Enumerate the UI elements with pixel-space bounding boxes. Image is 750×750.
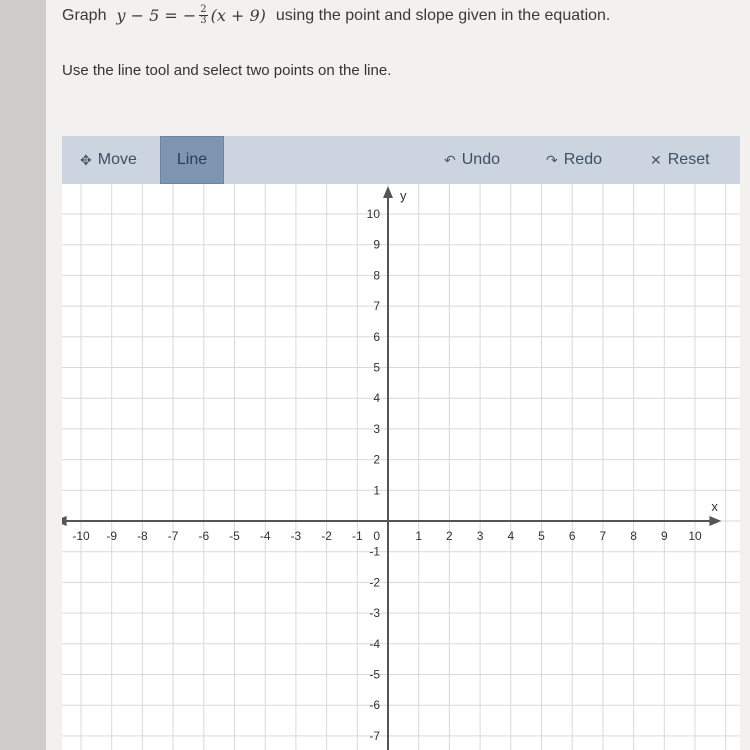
reset-label: Reset (667, 151, 710, 168)
x-tick-label: 5 (538, 529, 545, 543)
x-tick-label: -9 (106, 529, 118, 543)
line-tool-button[interactable] (160, 136, 224, 184)
x-tick-label: -6 (198, 529, 210, 543)
redo-arrow-icon: ↷ (546, 151, 558, 168)
y-tick-label: 1 (373, 483, 380, 498)
y-tick-label: 8 (373, 268, 380, 283)
y-tick-label: 3 (373, 421, 380, 436)
question-prompt (62, 5, 610, 26)
undo-button[interactable] (444, 136, 500, 184)
fraction-numerator: 2 (200, 4, 207, 15)
y-tick-label: 2 (373, 452, 380, 467)
y-axis-label: y (400, 188, 407, 204)
y-tick-label: -3 (369, 606, 380, 621)
x-tick-label: -2 (321, 529, 332, 543)
redo-label: Redo (563, 151, 602, 168)
graph-word: Graph (62, 6, 107, 24)
slope-fraction (199, 5, 207, 26)
coordinate-plane[interactable] (62, 184, 740, 750)
left-margin (0, 0, 46, 750)
instruction-text: Use the line tool and select two points on the line. (62, 62, 392, 79)
x-tick-label: 9 (660, 529, 668, 543)
y-tick-label: 10 (366, 207, 380, 221)
question-rest: using the point and slope given in the equation. (275, 6, 611, 24)
undo-label: Undo (461, 151, 500, 168)
x-tick-label: -1 (351, 529, 363, 543)
x-tick-label: 4 (507, 529, 515, 543)
x-tick-label: -8 (137, 529, 148, 543)
fraction-denominator: 3 (200, 15, 207, 26)
line-label: Line (176, 151, 208, 168)
y-tick-label: -1 (369, 544, 380, 559)
equation-rhs: (x + 9) (210, 6, 266, 25)
move-arrows-icon: ✥ (80, 151, 92, 168)
graphing-tool-panel (62, 136, 740, 750)
undo-arrow-icon: ↶ (444, 151, 456, 168)
move-button[interactable] (80, 136, 137, 184)
x-tick-label: -4 (259, 529, 271, 543)
origin-label: 0 (373, 529, 380, 543)
equation (116, 5, 265, 26)
x-tick-label: 6 (568, 529, 576, 543)
y-tick-label: -7 (369, 728, 380, 743)
x-axis-right-arrow (709, 516, 721, 526)
y-tick-label: 4 (373, 391, 380, 406)
x-tick-label: 2 (446, 529, 453, 543)
y-axis-up-arrow (383, 186, 393, 198)
y-tick-label: -6 (369, 698, 380, 713)
y-tick-label: -5 (369, 667, 380, 682)
close-x-icon: ✕ (650, 151, 662, 168)
x-tick-label: 3 (476, 529, 484, 543)
x-tick-label: 7 (599, 529, 607, 543)
x-tick-label: -5 (229, 529, 240, 543)
x-tick-label: -3 (290, 529, 302, 543)
y-tick-label: -2 (369, 575, 380, 590)
reset-button[interactable] (650, 136, 710, 184)
redo-button[interactable] (546, 136, 602, 184)
y-tick-label: 5 (373, 360, 380, 375)
x-tick-label: 8 (630, 529, 637, 543)
equation-lhs: y − 5 = − (116, 6, 197, 25)
graph-toolbar (62, 136, 740, 185)
x-tick-label: -10 (72, 529, 90, 543)
x-tick-label: 1 (415, 529, 423, 543)
y-tick-label: 7 (373, 299, 380, 314)
y-tick-label: 9 (373, 237, 380, 252)
y-tick-label: 6 (373, 329, 380, 344)
x-axis-label: x (711, 499, 718, 514)
y-tick-label: -4 (369, 636, 380, 651)
move-label: Move (97, 151, 137, 168)
x-tick-label: -7 (167, 529, 179, 543)
x-tick-label: 10 (688, 529, 702, 543)
x-axis-left-arrow (62, 516, 67, 526)
